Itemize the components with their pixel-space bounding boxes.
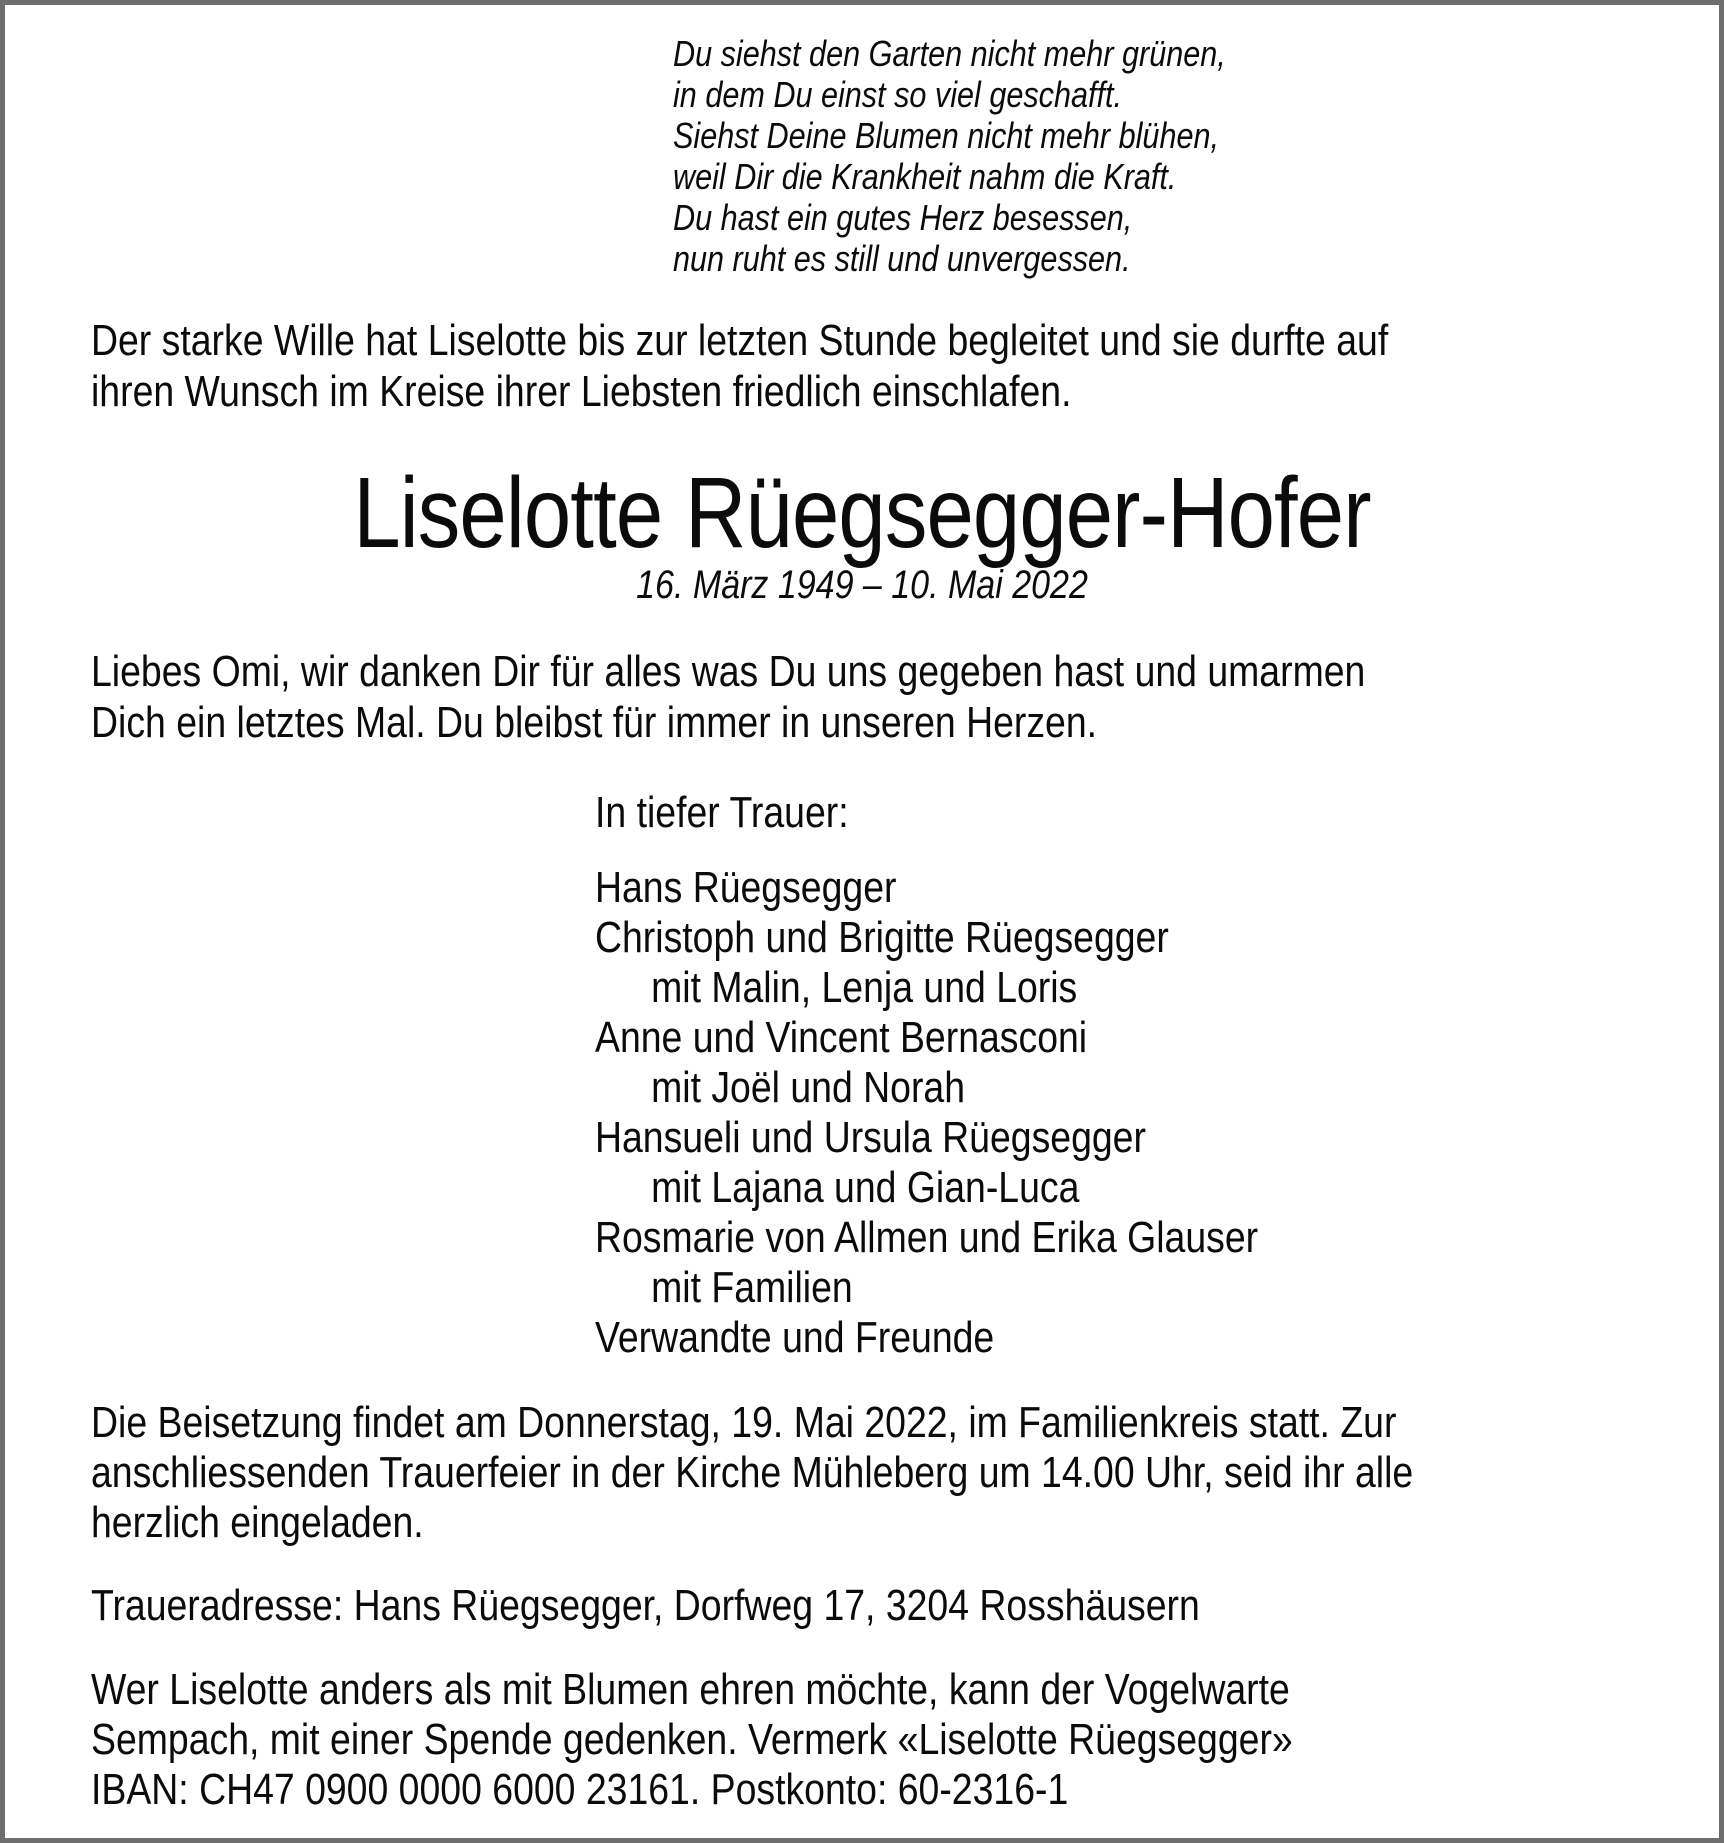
farewell-line: Liebes Omi, wir danken Dir für alles was Du uns gegeben hast und umarmen [91, 647, 1366, 696]
mourner-entry: Hans Rüegsegger [595, 863, 897, 912]
intro-line: Der starke Wille hat Liselotte bis zur letzten Stunde begleitet und sie durfte auf [91, 316, 1389, 365]
poem-line: Du siehst den Garten nicht mehr grünen, [673, 33, 1226, 74]
poem-line: Siehst Deine Blumen nicht mehr blühen, [673, 115, 1220, 156]
mourners-list [595, 863, 1375, 1363]
mourner-entry: mit Lajana und Gian-Luca [651, 1163, 1080, 1212]
mourner-entry: mit Familien [651, 1263, 853, 1312]
poem-line: weil Dir die Krankheit nahm die Kraft. [673, 156, 1177, 197]
mourner-entry: Rosmarie von Allmen und Erika Glauser [595, 1213, 1259, 1262]
donation-paragraph [91, 1665, 1505, 1815]
mourning-address-block [91, 1581, 1395, 1631]
mourner-entry: Verwandte und Freunde [595, 1313, 995, 1362]
intro-paragraph [91, 315, 1617, 417]
funeral-line: herzlich eingeladen. [91, 1498, 424, 1547]
poem-line: nun ruht es still und unvergessen. [673, 238, 1131, 279]
donation-line: Wer Liselotte anders als mit Blumen ehren möchte, kann der Vogelwarte [91, 1665, 1290, 1714]
funeral-line: anschliessenden Trauerfeier in der Kirche Mühleberg um 14.00 Uhr, seid ihr alle [91, 1448, 1414, 1497]
life-dates: 16. März 1949 – 10. Mai 2022 [636, 563, 1088, 607]
memorial-poem [673, 33, 1323, 279]
funeral-line: Die Beisetzung findet am Donnerstag, 19. Mai 2022, im Familienkreis statt. Zur [91, 1398, 1397, 1447]
farewell-line: Dich ein letztes Mal. Du bleibst für immer in unseren Herzen. [91, 698, 1098, 747]
poem-line: in dem Du einst so viel geschafft. [673, 74, 1123, 115]
mourners-heading-block [595, 788, 893, 838]
mourner-entry: Anne und Vincent Bernasconi [595, 1013, 1088, 1062]
farewell-paragraph [91, 646, 1590, 748]
mourners-heading: In tiefer Trauer: [595, 788, 849, 837]
deceased-name-title [5, 457, 1719, 569]
mourner-entry: Hansueli und Ursula Rüegsegger [595, 1113, 1146, 1162]
page-title: Liselotte Rüegsegger-Hofer [353, 457, 1371, 569]
mourner-entry: mit Malin, Lenja und Loris [651, 963, 1078, 1012]
mourner-entry: mit Joël und Norah [651, 1063, 966, 1112]
mourner-entry: Christoph und Brigitte Rüegsegger [595, 913, 1169, 962]
life-dates-block [5, 561, 1719, 609]
funeral-details-paragraph [91, 1398, 1647, 1548]
intro-line: ihren Wunsch im Kreise ihrer Liebsten friedlich einschlafen. [91, 367, 1072, 416]
poem-line: Du hast ein gutes Herz besessen, [673, 197, 1133, 238]
donation-line: Sempach, mit einer Spende gedenken. Vermerk «Liselotte Rüegsegger» [91, 1715, 1293, 1764]
donation-line: IBAN: CH47 0900 0000 6000 23161. Postkonto: 60-2316-1 [91, 1765, 1069, 1814]
mourning-address: Traueradresse: Hans Rüegsegger, Dorfweg 17, 3204 Rosshäusern [91, 1581, 1200, 1630]
